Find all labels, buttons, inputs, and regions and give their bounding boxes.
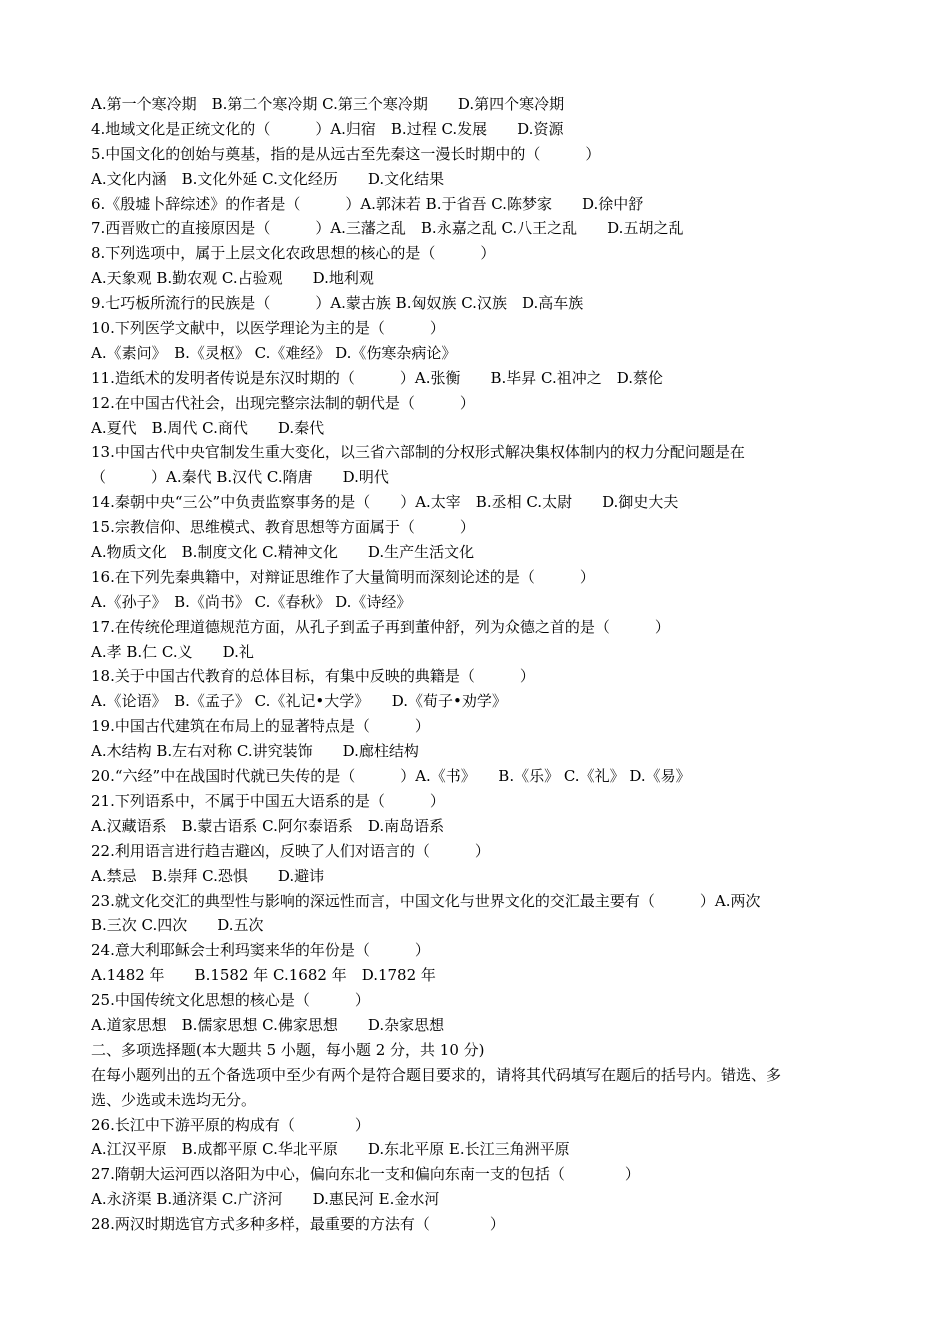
text-line: 25.中国传统文化思想的核心是（ ）	[91, 991, 370, 1010]
text-line: 27.隋朝大运河西以洛阳为中心，偏向东北一支和偏向东南一支的包括（ ）	[91, 1165, 640, 1184]
text-line: A.木结构 B.左右对称 C.讲究装饰 D.廊柱结构	[91, 742, 419, 761]
text-line: 28.两汉时期选官方式多种多样，最重要的方法有（ ）	[91, 1215, 505, 1234]
text-line: A.1482 年 B.1582 年 C.1682 年 D.1782 年	[91, 966, 436, 985]
text-line: A.江汉平原 B.成都平原 C.华北平原 D.东北平原 E.长江三角洲平原	[91, 1140, 570, 1159]
text-line: A.汉藏语系 B.蒙古语系 C.阿尔泰语系 D.南岛语系	[91, 816, 445, 835]
text-line: （ ）A.秦代 B.汉代 C.隋唐 D.明代	[91, 468, 389, 487]
text-line: 17.在传统伦理道德规范方面，从孔子到孟子再到董仲舒，列为众德之首的是（ ）	[91, 617, 670, 636]
text-line: 8.下列选项中，属于上层文化农政思想的核心的是（ ）	[91, 244, 496, 263]
text-line: A.天象观 B.勤农观 C.占验观 D.地利观	[91, 269, 374, 288]
text-line: 10.下列医学文献中，以医学理论为主的是（ ）	[91, 319, 445, 338]
text-line: A.第一个寒冷期 B.第二个寒冷期 C.第三个寒冷期 D.第四个寒冷期	[91, 95, 565, 113]
text-line: 24.意大利耶稣会士利玛窦来华的年份是（ ）	[91, 941, 430, 960]
text-line: A.禁忌 B.崇拜 C.恐惧 D.避讳	[91, 866, 325, 885]
text-line: 22.利用语言进行趋吉避凶，反映了人们对语言的（ ）	[91, 841, 490, 860]
text-line: A.《素问》 B.《灵枢》 C.《难经》 D.《伤寒杂病论》	[91, 343, 457, 362]
text-line: 16.在下列先秦典籍中，对辩证思维作了大量简明而深刻论述的是（ ）	[91, 567, 595, 586]
text-line: 20.“六经”中在战国时代就已失传的是（ ）A.《书》 B.《乐》 C.《礼》 D.《易》	[91, 767, 691, 786]
text-line: 26.长江中下游平原的构成有（ ）	[91, 1115, 370, 1134]
text-line: 23.就文化交汇的典型性与影响的深远性而言，中国文化与世界文化的交汇最主要有（ ）A.两次	[91, 891, 761, 910]
text-line: A.夏代 B.周代 C.商代 D.秦代	[91, 418, 325, 437]
text-line: 13.中国古代中央官制发生重大变化，以三省六部制的分权形式解决集权体制内的权力分配问题是在	[91, 443, 745, 462]
text-line: 14.秦朝中央“三公”中负责监察事务的是（ ）A.太宰 B.丞相 C.太尉 D.御史大夫	[91, 493, 679, 512]
exam-content	[91, 92, 871, 1237]
text-line: A.孝 B.仁 C.义 D.礼	[91, 642, 254, 661]
text-line: A.永济渠 B.通济渠 C.广济河 D.惠民河 E.金水河	[91, 1190, 440, 1209]
text-line: A.文化内涵 B.文化外延 C.文化经历 D.文化结果	[91, 169, 445, 188]
text-line: 6.《殷墟卜辞综述》的作者是（ ）A.郭沫若 B.于省吾 C.陈梦家 D.徐中舒	[91, 194, 644, 213]
text-line: A.物质文化 B.制度文化 C.精神文化 D.生产生活文化	[91, 543, 475, 562]
text-line: A.《论语》 B.《孟子》 C.《礼记•大学》 D.《荀子•劝学》	[91, 692, 507, 711]
text-line: 在每小题列出的五个备选项中至少有两个是符合题目要求的，请将其代码填写在题后的括号内。错选、多	[91, 1065, 782, 1084]
text-line: A.《孙子》 B.《尚书》 C.《春秋》 D.《诗经》	[91, 592, 412, 611]
text-line: 18.关于中国古代教育的总体目标，有集中反映的典籍是（ ）	[91, 667, 535, 686]
text-line: 21.下列语系中，不属于中国五大语系的是（ ）	[91, 791, 445, 810]
text-line: 二、多项选择题(本大题共 5 小题，每小题 2 分，共 10 分)	[91, 1040, 485, 1059]
text-line: 选、少选或未选均无分。	[91, 1090, 257, 1109]
text-line: B.三次 C.四次 D.五次	[91, 916, 264, 935]
text-line: 4.地域文化是正统文化的（ ）A.归宿 B.过程 C.发展 D.资源	[91, 119, 564, 138]
text-line: 15.宗教信仰、思维模式、教育思想等方面属于（ ）	[91, 518, 475, 537]
text-line: 7.西晋败亡的直接原因是（ ）A.三藩之乱 B.永嘉之乱 C.八王之乱 D.五胡之乱	[91, 219, 684, 238]
text-line: 11.造纸术的发明者传说是东汉时期的（ ）A.张衡 B.毕昇 C.祖冲之 D.蔡伦	[91, 368, 663, 387]
text-line: 19.中国古代建筑在布局上的显著特点是（ ）	[91, 717, 430, 736]
text-line: 12.在中国古代社会，出现完整宗法制的朝代是（ ）	[91, 393, 475, 412]
text-line: 5.中国文化的创始与奠基，指的是从远古至先秦这一漫长时期中的（ ）	[91, 144, 601, 163]
text-line: A.道家思想 B.儒家思想 C.佛家思想 D.杂家思想	[91, 1015, 445, 1034]
text-line: 9.七巧板所流行的民族是（ ）A.蒙古族 B.匈奴族 C.汉族 D.高车族	[91, 294, 584, 313]
